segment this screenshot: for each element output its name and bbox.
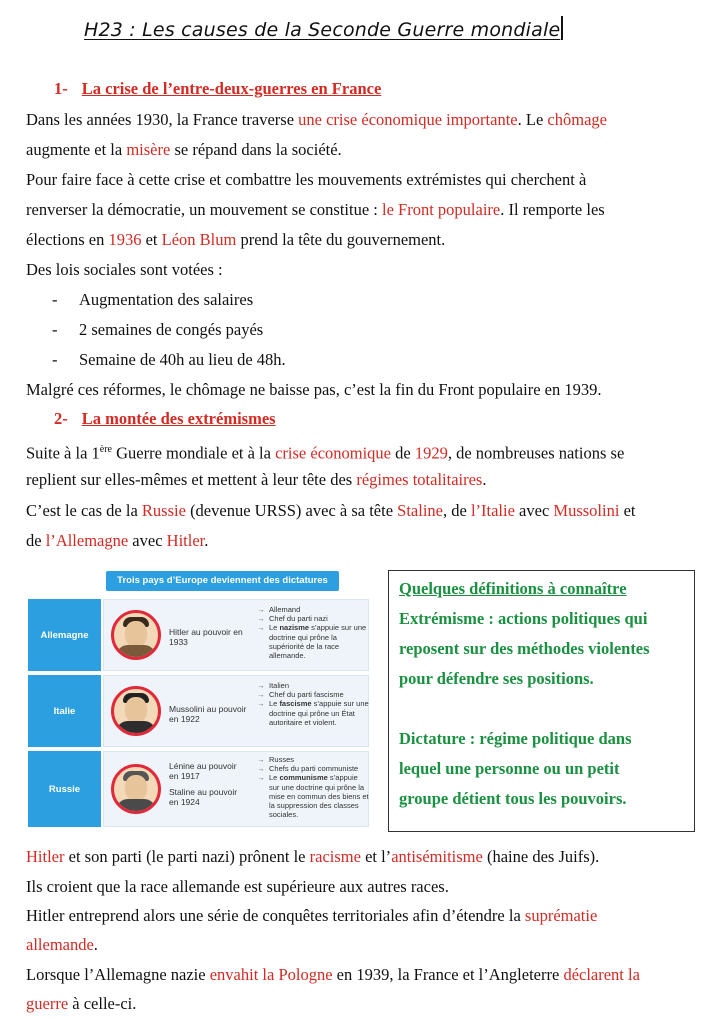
paragraph-line: élections en 1936 et Léon Blum prend la tête du gouvernement. (26, 230, 446, 249)
definitions-title: Quelques définitions à connaître (399, 579, 627, 598)
infographic-row-germany (28, 599, 371, 671)
dictatorships-infographic (28, 571, 371, 827)
paragraph-line: Pour faire face à cette crise et combattre les mouvements extrémistes qui cherchent à (26, 170, 587, 189)
fact-item: → Russes (257, 755, 369, 764)
info-card (103, 599, 369, 671)
country-label: Russie (28, 751, 101, 827)
list-item: - 2 semaines de congés payés (52, 320, 264, 339)
paragraph-line: guerre à celle-ci. (26, 994, 137, 1013)
lenine-staline-portrait-icon (111, 764, 161, 814)
fact-item: → Italien (257, 681, 369, 690)
paragraph-line: C’est le cas de la Russie (devenue URSS) avec à sa tête Staline, de l’Italie avec Mussolini et (26, 501, 636, 520)
leader-text: Mussolini au pouvoir en 1922 (169, 704, 247, 724)
definition-line: groupe détient tous les pouvoirs. (399, 789, 627, 808)
fact-item: → Le nazisme s’appuie sur une doctrine qui prône la supériorité de la race allemande. (257, 623, 369, 660)
paragraph-line: Lorsque l’Allemagne nazie envahit la Pologne en 1939, la France et l’Angleterre déclarent la (26, 965, 640, 984)
paragraph-line: Ils croient que la race allemande est supérieure aux autres races. (26, 877, 449, 896)
list-item: - Semaine de 40h au lieu de 48h. (52, 350, 286, 369)
text-cursor (561, 16, 563, 40)
definition-line: reposent sur des méthodes violentes (399, 639, 650, 658)
paragraph-line: renverser la démocratie, un mouvement se constitue : le Front populaire. Il remporte les (26, 200, 605, 219)
paragraph-line: Dans les années 1930, la France traverse une crise économique importante. Le chômage (26, 110, 607, 129)
fact-item: → Le communisme s’appuie sur une doctrine qui prône la mise en commun des biens et la suppression des classes sociales. (257, 773, 369, 819)
info-card (103, 751, 369, 827)
infographic-banner: Trois pays d’Europe deviennent des dictatures (106, 571, 339, 591)
definition-line: pour défendre ses positions. (399, 669, 594, 688)
paragraph-line: Malgré ces réformes, le chômage ne baisse pas, c’est la fin du Front populaire en 1939. (26, 380, 602, 399)
paragraph-line: allemande. (26, 935, 98, 954)
section-2-heading: 2- La montée des extrémismes (54, 409, 276, 428)
facts-list (257, 755, 369, 819)
fact-item: → Allemand (257, 605, 369, 614)
facts-list (257, 605, 369, 660)
infographic-row-italy (28, 675, 371, 747)
hitler-portrait-icon (111, 610, 161, 660)
definition-line: lequel une personne ou un petit (399, 759, 620, 778)
definitions-box (388, 570, 695, 832)
paragraph-line: de l’Allemagne avec Hitler. (26, 531, 209, 550)
page-title: H23 : Les causes de la Seconde Guerre mondiale (84, 16, 634, 46)
leader-text: Lénine au pouvoir en 1917 (169, 761, 237, 781)
fact-item: → Chefs du parti communiste (257, 764, 369, 773)
fact-item: → Chef du parti fascisme (257, 690, 369, 699)
section-1-heading: 1- La crise de l’entre-deux-guerres en France (54, 79, 382, 98)
paragraph-line: Hitler et son parti (le parti nazi) prônent le racisme et l’antisémitisme (haine des Juifs). (26, 847, 600, 866)
info-card (103, 675, 369, 747)
definition-line: Dictature : régime politique dans (399, 729, 632, 748)
facts-list (257, 681, 369, 727)
infographic-row-russia (28, 751, 371, 827)
leader-text: Hitler au pouvoir en 1933 (169, 627, 243, 647)
list-item: - Augmentation des salaires (52, 290, 254, 309)
paragraph-line: Suite à la 1ère Guerre mondiale et à la crise économique de 1929, de nombreuses nations se (26, 443, 625, 463)
paragraph-line: Des lois sociales sont votées : (26, 260, 223, 279)
leader-text: Staline au pouvoir en 1924 (169, 787, 238, 807)
paragraph-line: replient sur elles-mêmes et mettent à leur tête des régimes totalitaires. (26, 470, 487, 489)
paragraph-line: Hitler entreprend alors une série de conquêtes territoriales afin d’étendre la suprématie (26, 906, 598, 925)
paragraph-line: augmente et la misère se répand dans la société. (26, 140, 342, 159)
definition-line: Extrémisme : actions politiques qui (399, 609, 648, 628)
fact-item: → Chef du parti nazi (257, 614, 369, 623)
country-label: Allemagne (28, 599, 101, 671)
country-label: Italie (28, 675, 101, 747)
mussolini-portrait-icon (111, 686, 161, 736)
fact-item: → Le fascisme s’appuie sur une doctrine qui prône un État autoritaire et violent. (257, 699, 369, 727)
